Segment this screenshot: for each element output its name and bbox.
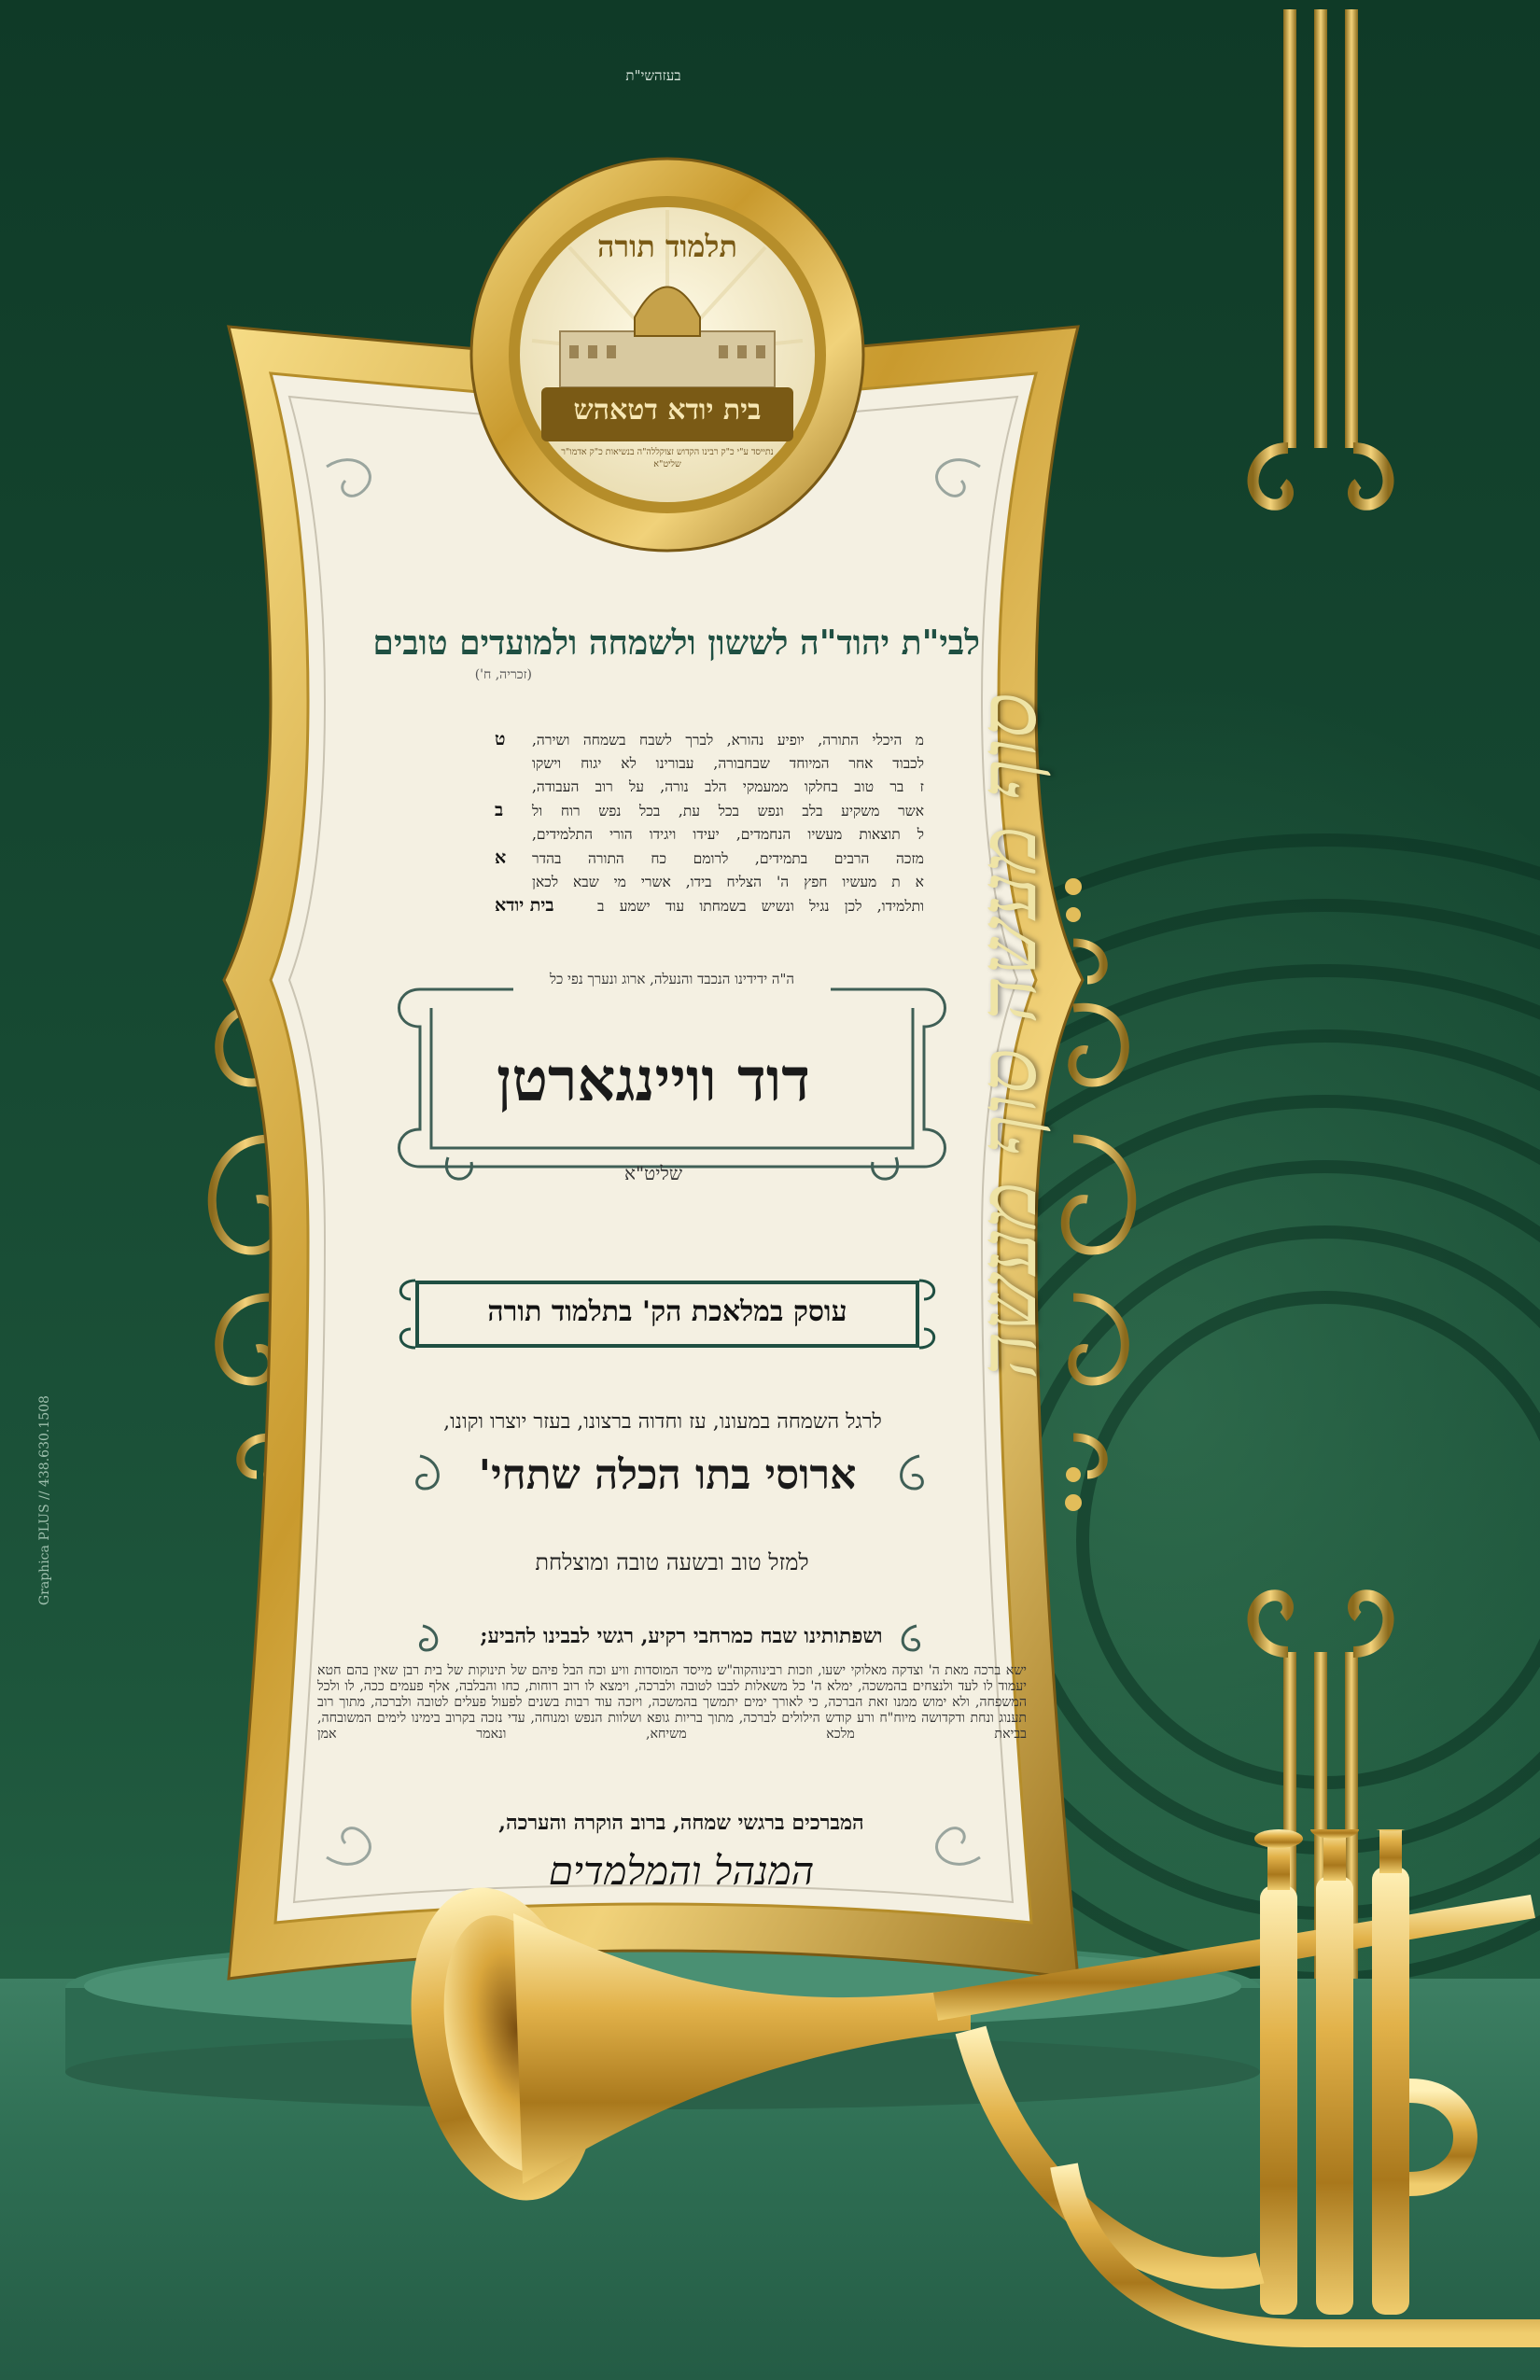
top-note: בעזהשי"ת bbox=[625, 67, 681, 84]
signature: המנהל והמלמדים bbox=[548, 1848, 815, 1894]
swirl-right bbox=[891, 1451, 929, 1507]
occasion-line: לרגל השמחה במעונו, עז וחדוה ברצונו, בעזר יוצרו וקונו, bbox=[443, 1410, 882, 1434]
event-title: ארוסי בתו הכלה שתחי' bbox=[478, 1451, 857, 1499]
honoree-name: דוד וויינגארטן bbox=[497, 1045, 810, 1115]
seal-sub-text: נתייסד ע"י כ"ק רבינו הקדוש זצוקללה"ה בנשיאות כ"ק אדמו"ר שליט"א bbox=[561, 447, 774, 469]
heading-source: (זכריה, ח') bbox=[474, 667, 532, 682]
poem-line: ותלמידו, לכן נגיל ונשיש בשמחתו עוד ישמע ב בית יודא bbox=[495, 895, 924, 916]
seal-top-text: תלמוד תורה bbox=[597, 229, 737, 264]
seal-name: בית יודא דטאהש bbox=[573, 394, 762, 427]
honoree-role: עוסק במלאכת הק' בתלמוד תורה bbox=[487, 1295, 847, 1328]
verse-line: ושפתותינו שבח כמרחבי רקיע, רגשי לבבינו להביע; bbox=[480, 1624, 883, 1648]
designer-credit: Graphica PLUS // 438.630.1508 bbox=[37, 1395, 52, 1605]
poem-line: ז בר טוב בחלקו ממעמקי הלב נורה, על רוב העבודה, bbox=[532, 778, 924, 795]
poem-line: אשר משקיע בלב ונפש בכל עת, בכל נפש רוח ול ב bbox=[495, 800, 924, 820]
poem-line: מזכה הרבים בתמידים, לרומם כח התורה בהדר א bbox=[495, 847, 924, 868]
certificate-heading: לבי"ת יהוד"ה לששון ולשמחה ולמועדים טובים bbox=[372, 623, 980, 663]
blessing-paragraph: ישא ברכה מאת ה' וצדקה מאלוקי ישעו, וזכות רבינוהקוה"ש מייסד המוסדות וויע וכח הבל פיהם של תינוקות של בית רבן שאין בהם חטא יעמוד לו לעד ולנצחים בהמשכה, ימלא ה' כל משאלות לבבו לטובה ולברכה, וימצא לו רוב רוחות, כחו והבלבה, אלף פעמים ככה, לו ולכל המשפחה, ולא ימוש ממנו זאת הברכה, כי לאורך ימים יתמשך בהמשכה, ויזכה עוד רבות בשנים לפעול פעלים לטובה ולברכה, מתוך רוב תענוג ונחת ודקדושה מיוח"ח ורע קודש הילולים לברכה, מתוך בריות גופא ושלוות הנפש ומנוחה, עדי נזכה בקרוב בימינו לימים המשובחה, בביאת מלכא משיחא, ונאמר אמן bbox=[317, 1663, 1027, 1742]
trumpet-illustration bbox=[411, 1829, 1540, 2380]
acrostic-poem bbox=[495, 728, 924, 918]
poem-line: מ היכלי התורה, יופיע נהורא, לברך לשבח בשמחה ושירה, ט bbox=[495, 729, 924, 749]
poem-line: א ת מעשיו חפץ ה' הצליח בידו, אשרי מי שבא לכאן bbox=[532, 874, 924, 890]
gold-bars-top-ornament bbox=[1232, 9, 1409, 532]
closing-line: המברכים ברגשי שמחה, ברוב הוקרה והערכה, bbox=[498, 1811, 864, 1835]
side-slogan: סוף מעשה סוף מעשה bbox=[961, 693, 1055, 1379]
institution-seal bbox=[467, 154, 868, 555]
name-intro: ה"ה ידידינו הנכבד והנעלה, ארוג ונערך נפי כל bbox=[549, 971, 795, 987]
name-honorific: שליט"א bbox=[623, 1162, 683, 1184]
poem-line: ל תוצאות מעשיו הנחמדים, יעידו ויגידו הורי התלמידים, bbox=[532, 826, 924, 843]
blessing-line: למזל טוב ובשעה טובה ומוצלחת bbox=[535, 1549, 809, 1575]
poem-line: לכבוד אחר המיוחד שבחבורה, עבורינו לא יגוח וישקו bbox=[532, 755, 924, 772]
